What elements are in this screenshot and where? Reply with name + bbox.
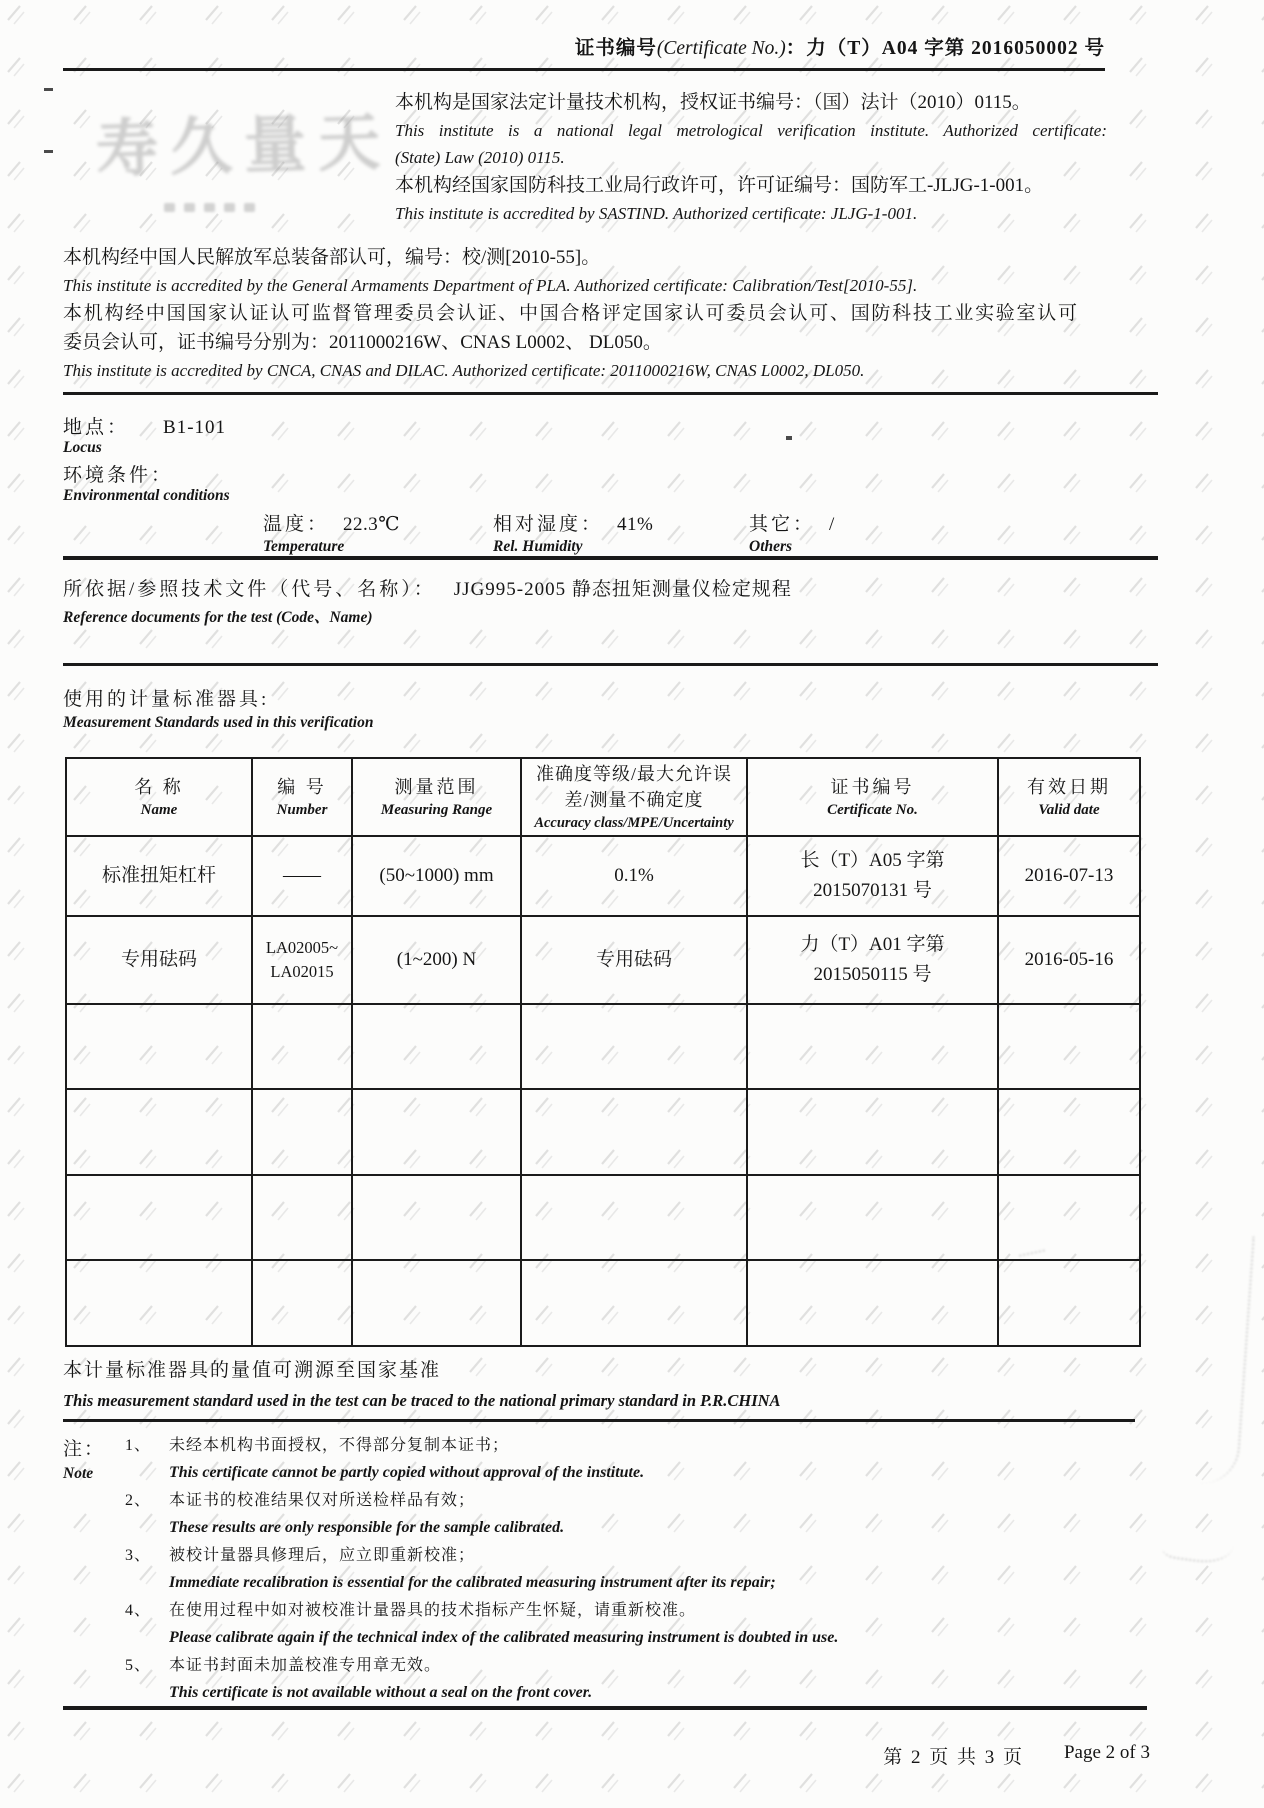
table-row: [66, 916, 1140, 1004]
page-footer: [63, 1742, 1150, 1769]
intro-p1-zh: 本机构是国家法定计量技术机构，授权证书编号：（国）法计（2010）0115。: [395, 92, 1031, 113]
cell-certificate: 长（T）A05 字第 2015070131 号: [747, 836, 998, 916]
cell-range: (1~200) N: [352, 916, 521, 1004]
certificate-number-value: ：力（T）A04 字第 2016050002 号: [785, 38, 1105, 59]
others-field: [749, 509, 835, 556]
intro-p3-en: This institute is accredited by the General Armaments Department of PLA. Authorized certificate: Calibration/Test[2010-55].: [63, 276, 918, 295]
temperature-label-en: Temperature: [263, 538, 345, 555]
note-text-en: This certificate cannot be partly copied without approval of the institute.: [169, 1464, 645, 1481]
accreditation-full-block: [63, 243, 1077, 384]
note-item-3: [125, 1542, 1123, 1596]
humidity-label-zh: 相对湿度：: [493, 514, 604, 535]
note-number: 2、: [125, 1492, 152, 1509]
scan-mark: [44, 150, 53, 153]
location-label-en: Locus: [63, 439, 102, 456]
reference-value: JJG995-2005 静态扭矩测量仪检定规程: [453, 579, 792, 600]
note-text-en: Please calibrate again if the technical index of the calibrated measuring instrument is doubted in use.: [169, 1629, 839, 1646]
standards-title-zh: 使用的计量标准器具:: [63, 689, 270, 710]
note-item-4: [125, 1597, 1123, 1651]
cell-accuracy: 0.1%: [521, 836, 747, 916]
note-text-zh: 未经本机构书面授权，不得部分复制本证书；: [169, 1437, 510, 1454]
accreditation-intro-block: [395, 88, 1107, 227]
stamp-glyphs: 寿久量天: [95, 105, 394, 186]
col-header-range: 测量范围 Measuring Range: [352, 758, 521, 836]
location-environment-section: [63, 412, 1103, 555]
note-number: 4、: [125, 1602, 152, 1619]
note-number: 5、: [125, 1657, 152, 1674]
environment-values-row: [63, 509, 1103, 555]
col-header-name: 名 称 Name: [66, 758, 252, 836]
cell-accuracy: 专用砝码: [521, 916, 747, 1004]
standards-table: [65, 757, 1141, 1347]
divider: [63, 68, 1105, 71]
notes-label-en: Note: [63, 1465, 94, 1482]
standards-title: [63, 684, 1103, 732]
notes-section: [63, 1432, 1123, 1707]
certificate-number-label-en: (Certificate No.): [656, 38, 786, 59]
divider: [63, 1706, 1147, 1710]
table-empty-row: [66, 1175, 1140, 1260]
note-text-zh: 本证书的校准结果仅对所送检样品有效；: [169, 1492, 476, 1509]
intro-p2-zh: 本机构经国家国防科技工业局行政许可，许可证编号：国防军工-JLJG-1-001。: [395, 175, 1044, 196]
col-header-accuracy: 准确度等级/最大允许误差/测量不确定度 Accuracy class/MPE/Uncertainty: [521, 758, 747, 836]
calligraphy-stamp: [95, 96, 394, 217]
notes-label-zh: 注：: [63, 1439, 106, 1460]
temperature-field: [263, 509, 400, 556]
divider: [63, 556, 1158, 560]
traceability-zh: 本计量标准器具的量值可溯源至国家基准: [63, 1360, 442, 1381]
note-item-5: [125, 1652, 1123, 1706]
intro-p4-zh-line2: 委员会认可，证书编号分别为：2011000216W、CNAS L0002、 DL050。: [63, 332, 662, 353]
intro-p4-en: This institute is accredited by CNCA, CNAS and DILAC. Authorized certificate: 2011000216W, CNAS L0002, DL050.: [63, 361, 865, 380]
cell-range: (50~1000) mm: [352, 836, 521, 916]
others-value: /: [829, 514, 835, 535]
divider: [63, 663, 1158, 666]
table-empty-row: [66, 1004, 1140, 1089]
note-number: 1、: [125, 1437, 152, 1454]
note-item-2: [125, 1487, 1123, 1541]
intro-p2-en: This institute is accredited by SASTIND. Authorized certificate: JLJG-1-001.: [395, 204, 918, 223]
divider: [63, 1419, 1135, 1422]
intro-p3-zh: 本机构经中国人民解放军总装备部认可，编号：校/测[2010-55]。: [63, 247, 601, 268]
cell-name: 标准扭矩杠杆: [66, 836, 252, 916]
humidity-value: 41%: [617, 514, 654, 535]
reference-line: [63, 574, 1103, 601]
others-label-en: Others: [749, 538, 793, 555]
table-row: [66, 836, 1140, 916]
scan-mark: [44, 88, 53, 91]
cell-name: 专用砝码: [66, 916, 252, 1004]
intro-p1-en-line1: This institute is a national legal metrological verification institute. Authorized certificate:: [395, 121, 1107, 140]
note-item-1: [125, 1432, 1123, 1486]
cell-number: ——: [252, 836, 352, 916]
note-text-zh: 在使用过程中如对被校准计量器具的技术指标产生怀疑，请重新校准。: [169, 1602, 697, 1619]
note-text-zh: 被校计量器具修理后，应立即重新校准；: [169, 1547, 476, 1564]
humidity-label-en: Rel. Humidity: [493, 538, 583, 555]
others-label-zh: 其它：: [749, 514, 816, 535]
table-empty-row: [66, 1089, 1140, 1175]
stamp-subtext-marks: [164, 199, 386, 217]
reference-label-en: Reference documents for the test (Code、Name): [63, 609, 373, 626]
traceability-section: [63, 1356, 1143, 1416]
page-number-zh: 第 2 页 共 3 页: [883, 1747, 1024, 1768]
intro-p4-zh-line1: 本机构经中国国家认证认可监督管理委员会认证、中国合格评定国家认可委员会认可、国防科技工业实验室认可: [63, 303, 1077, 324]
note-text-en: This certificate is not available without a seal on the front cover.: [169, 1684, 593, 1701]
col-header-number: 编 号 Number: [252, 758, 352, 836]
cell-number: LA02005~ LA02015: [252, 916, 352, 1004]
location-value: B1-101: [163, 417, 227, 438]
table-header-row: [66, 758, 1140, 836]
table-empty-row: [66, 1260, 1140, 1346]
divider: [63, 392, 1158, 395]
note-number: 3、: [125, 1547, 152, 1564]
temperature-value: 22.3℃: [343, 514, 401, 535]
temperature-label-zh: 温度：: [263, 514, 330, 535]
reference-documents-section: [63, 574, 1103, 627]
cell-certificate: 力（T）A01 字第 2015050115 号: [747, 916, 998, 1004]
certificate-number-line: [63, 32, 1105, 60]
page-number-en: Page 2 of 3: [1063, 1742, 1150, 1763]
note-text-en: Immediate recalibration is essential for the calibrated measuring instrument after its repair;: [169, 1574, 776, 1591]
intro-p1-en-line2: (State) Law (2010) 0115.: [395, 148, 565, 167]
note-text-en: These results are only responsible for the sample calibrated.: [169, 1519, 565, 1536]
environment-label-en: Environmental conditions: [63, 487, 230, 504]
notes-label: [63, 1434, 105, 1483]
col-header-certificate: 证书编号 Certificate No.: [747, 758, 998, 836]
cell-valid-date: 2016-07-13: [998, 836, 1140, 916]
environment-label-zh: 环境条件：: [63, 465, 174, 486]
note-text-zh: 本证书封面未加盖校准专用章无效。: [169, 1657, 442, 1674]
cell-valid-date: 2016-05-16: [998, 916, 1140, 1004]
traceability-en: This measurement standard used in the test can be traced to the national primary standard in P.R.CHINA: [63, 1391, 781, 1410]
col-header-valid-date: 有效日期 Valid date: [998, 758, 1140, 836]
humidity-field: [493, 509, 653, 556]
standards-title-en: Measurement Standards used in this verification: [63, 714, 374, 731]
location-label-zh: 地点：: [63, 417, 130, 438]
location-line: [63, 412, 1103, 439]
reference-label-zh: 所依据/参照技术文件（代号、名称）：: [63, 579, 436, 600]
certificate-number-label-zh: 证书编号: [574, 38, 657, 59]
